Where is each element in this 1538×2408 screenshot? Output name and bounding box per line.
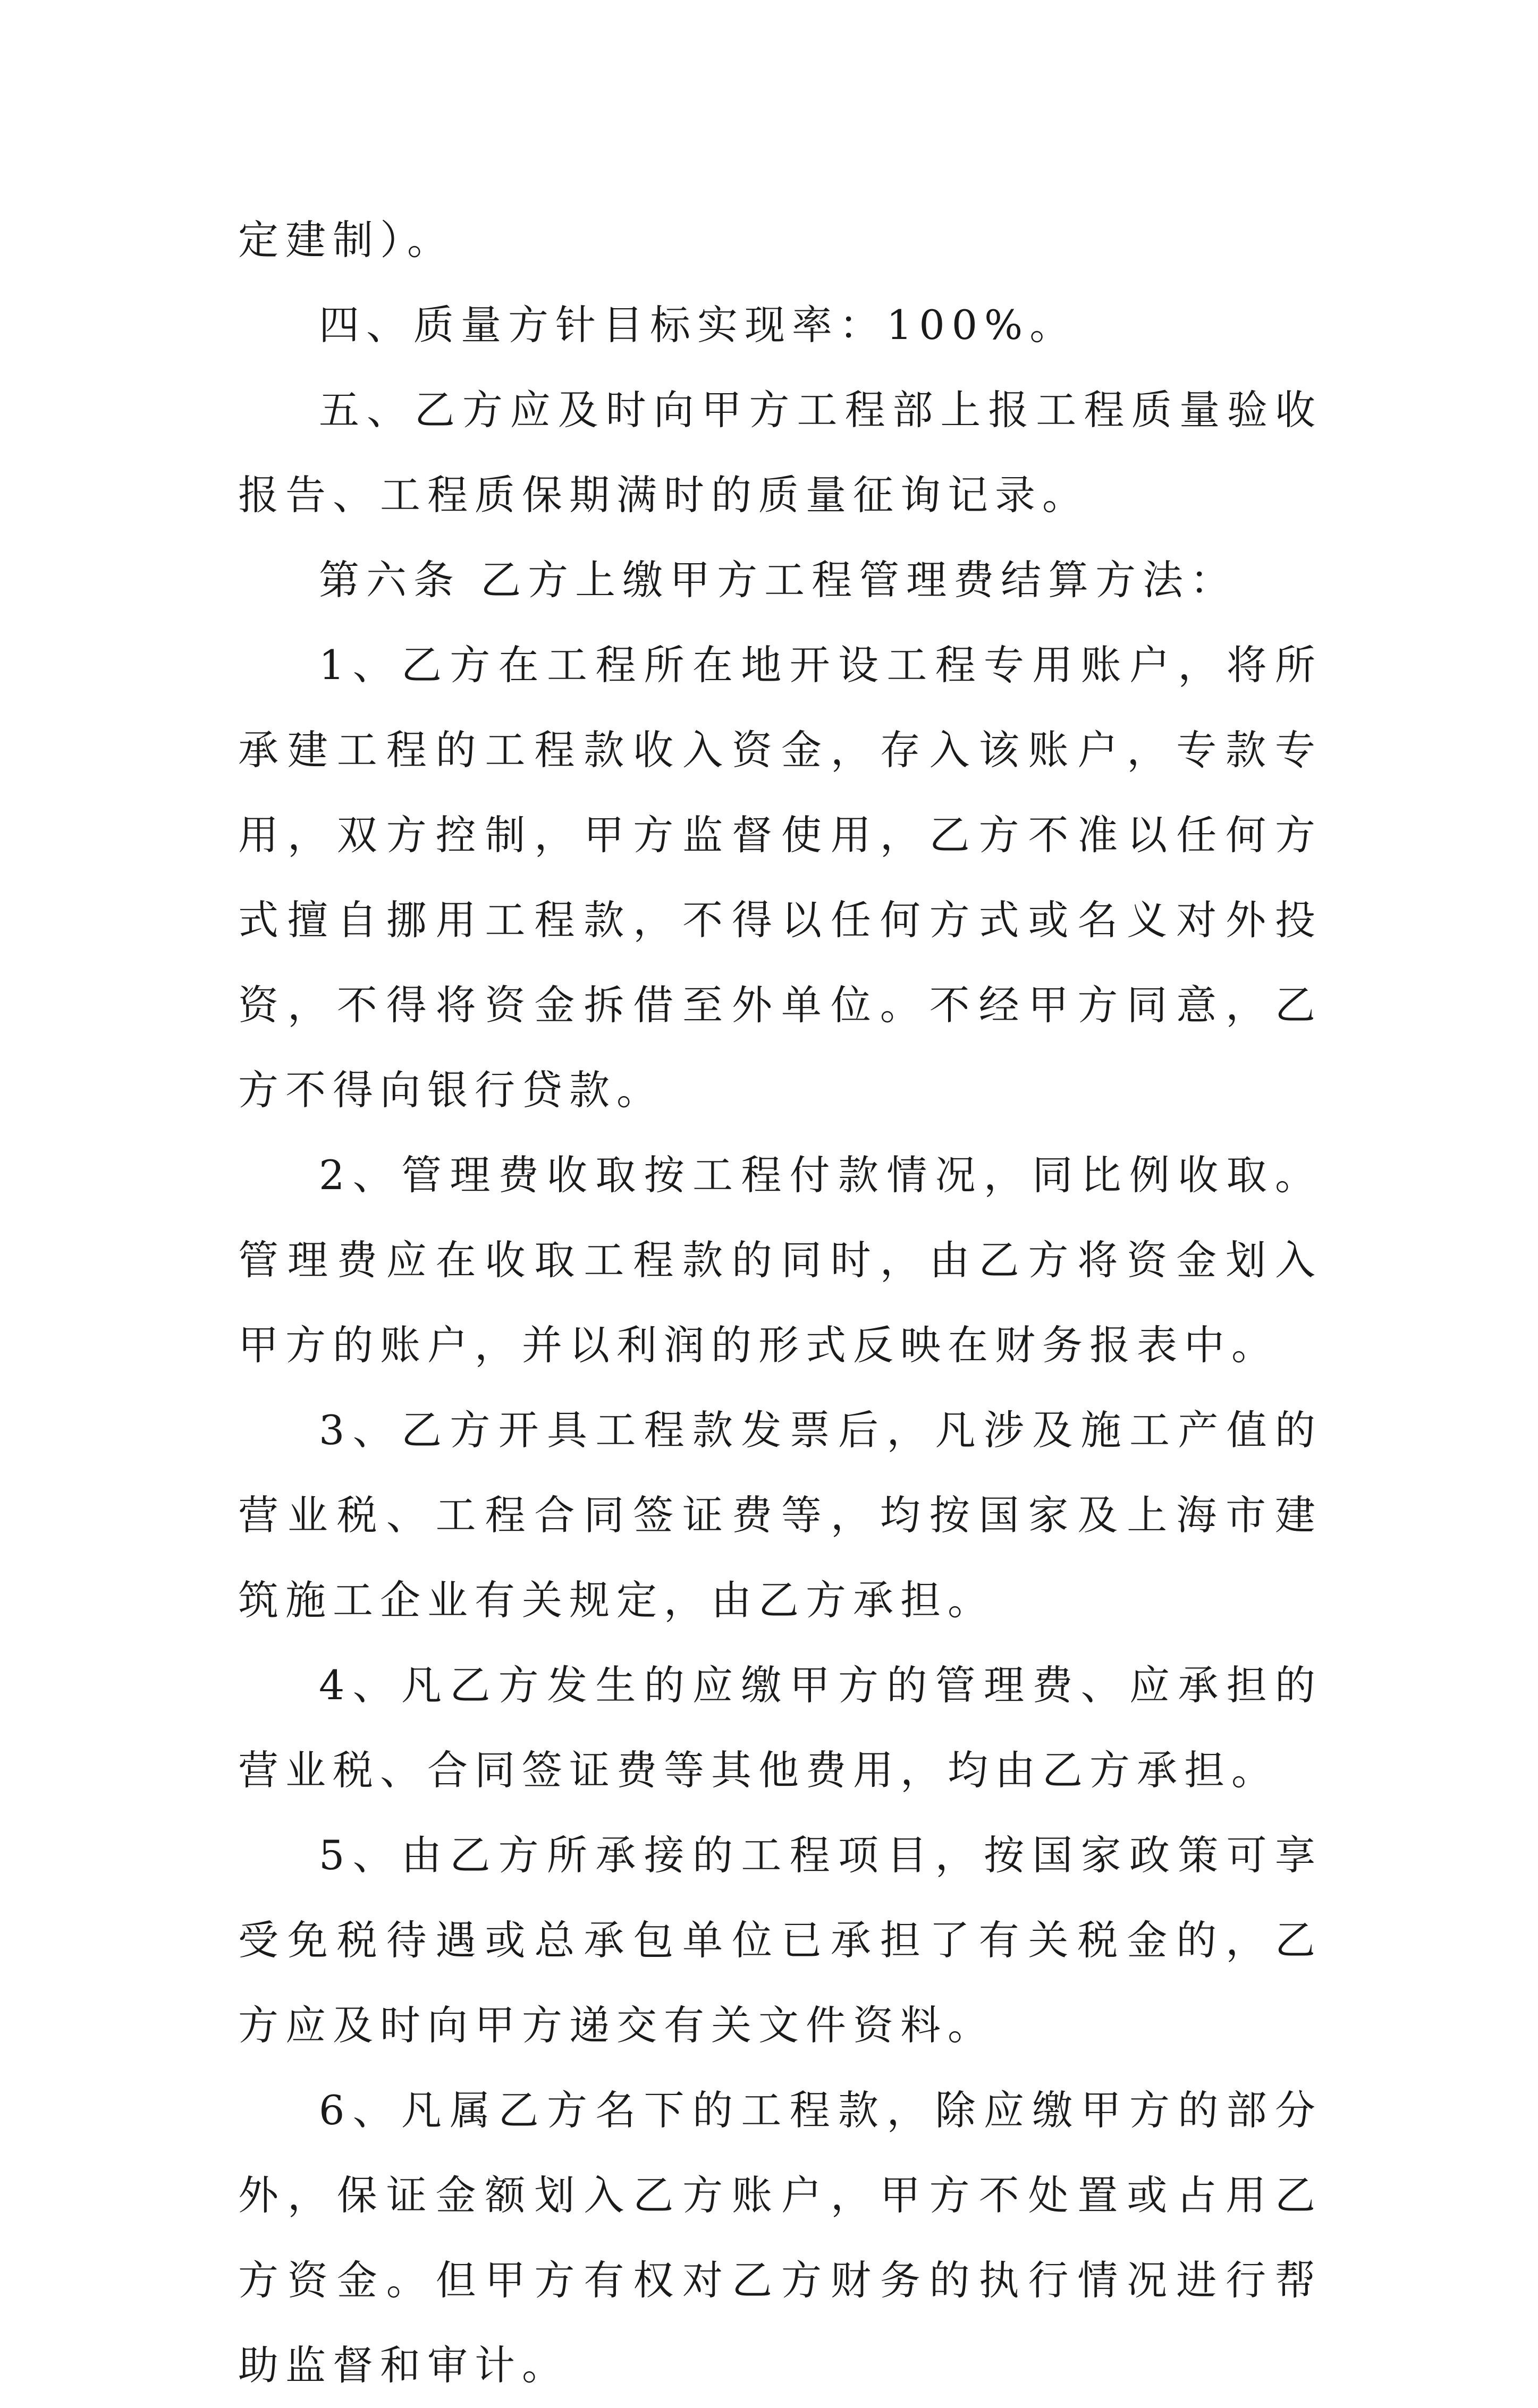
- paragraph-5: 1、乙方在工程所在地开设工程专用账户，将所承建工程的工程款收入资金，存入该账户，专款专用，双方控制，甲方监督使用，乙方不准以任何方式擅自挪用工程款，不得以任何方式或名义对外投资，不得将资金拆借至外单位。不经甲方同意，乙方不得向银行贷款。: [238, 641, 1322, 1114]
- paragraph-8: 4、凡乙方发生的应缴甲方的管理费、应承担的营业税、合同签证费等其他费用，均由乙方承担。: [238, 1661, 1322, 1794]
- paragraph-6: 2、管理费收取按工程付款情况，同比例收取。管理费应在收取工程款的同时，由乙方将资金划入甲方的账户，并以利润的形式反映在财务报表中。: [238, 1151, 1322, 1369]
- paragraph-4: 第六条 乙方上缴甲方工程管理费结算方法：: [319, 556, 1238, 604]
- document-page: [238, 198, 1322, 2408]
- paragraph-1: 定建制）。: [238, 216, 454, 264]
- paragraph-2: 四、质量方针目标实现率：100%。: [319, 301, 1077, 349]
- paragraph-9: 5、由乙方所承接的工程项目，按国家政策可享受免税待遇或总承包单位已承担了有关税金的，乙方应及时向甲方递交有关文件资料。: [238, 1832, 1322, 2049]
- paragraph-3: 五、乙方应及时向甲方工程部上报工程质量验收报告、工程质保期满时的质量征询记录。: [238, 386, 1322, 519]
- paragraph-7: 3、乙方开具工程款发票后，凡涉及施工产值的营业税、工程合同签证费等，均按国家及上海市建筑施工企业有关规定，由乙方承担。: [238, 1406, 1322, 1624]
- paragraph-10: 6、凡属乙方名下的工程款，除应缴甲方的部分外，保证金额划入乙方账户，甲方不处置或占用乙方资金。但甲方有权对乙方财务的执行情况进行帮助监督和审计。: [238, 2087, 1322, 2389]
